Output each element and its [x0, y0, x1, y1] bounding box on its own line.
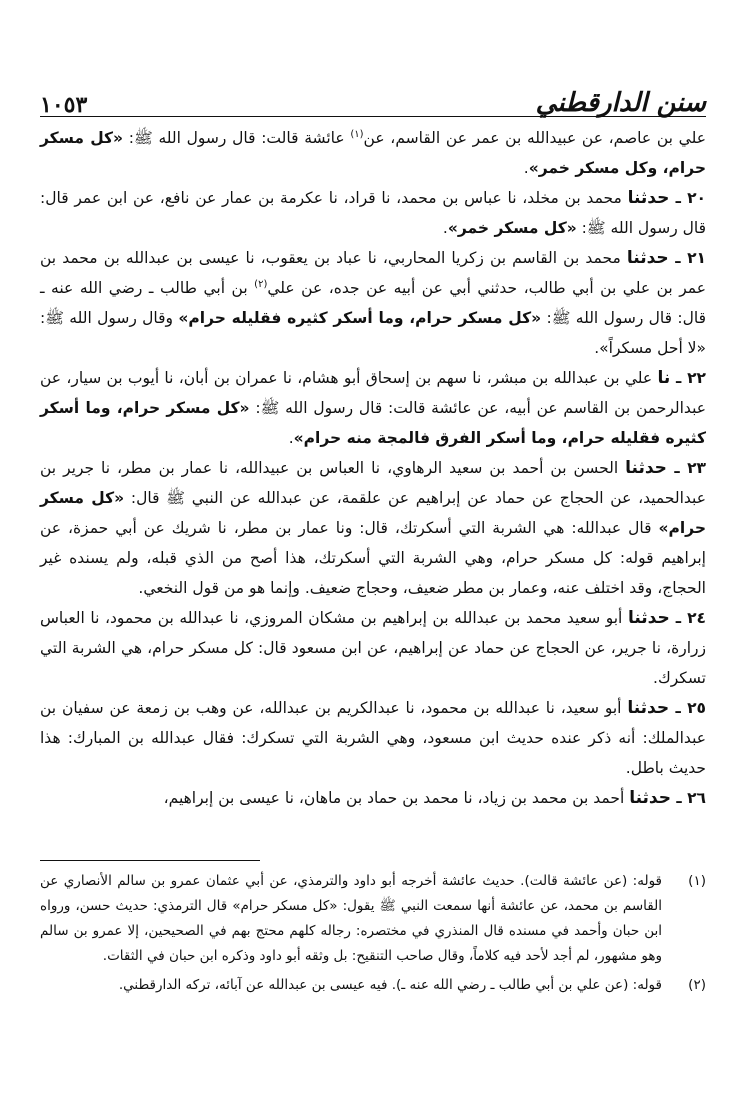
- prophetic-quote: «كل مسكر حرام»: [40, 489, 706, 537]
- page-number: ١٠٥٣: [40, 92, 88, 118]
- paragraph-text-continued: بن أبي طالب ـ رضي الله عنه ـ قال: قال رسول الله ﷺ:: [40, 279, 706, 327]
- narration-keyword: حدثنا: [627, 188, 670, 208]
- running-header: [40, 72, 706, 117]
- footnotes-section: [40, 838, 706, 998]
- hadith-paragraph: [40, 183, 706, 243]
- hadith-paragraph: [40, 603, 706, 693]
- main-text: [40, 123, 706, 813]
- hadith-number: ٢٤ ـ: [669, 609, 706, 627]
- prophetic-quote: «كل مسكر حرام، وما أسكر كثيره فقليله حرام»: [178, 309, 542, 327]
- paragraph-text: محمد بن مخلد، نا عباس بن محمد، نا قراد، نا عكرمة بن عمار عن نافع، عن ابن عمر قال: قال رسول الله ﷺ:: [40, 189, 706, 237]
- footnote-text: قوله: (عن علي بن أبي طالب ـ رضي الله عنه ـ). فيه عيسى بن عبدالله عن آبائه، تركه الدارقطني.: [118, 977, 662, 993]
- hadith-number: ٢٥ ـ: [669, 699, 707, 717]
- footnote-text: قوله: (عن عائشة قالت). حديث عائشة أخرجه أبو داود والترمذي، عن أبي عثمان عمرو بن سالم الأنصاري عن القاسم بن محمد، عن عائشة أنها سمعت النبي ﷺ يقول: «كل مسكر حرام» قال الترمذي: حديث حسن، ورواه ابن حبان وأحمد في مسنده قال المنذري في مختصره: رجاله كلهم محتج بهم في الصحيحين، إلا عمرو بن سالم وهو مشهور، لم أجد لأحد فيه كلاماً، وقال صاحب التنقيح: بل وثقه أبو داود وذكره ابن حبان في الثقات.: [40, 873, 662, 964]
- paragraph-text: علي بن عاصم، عن عبيدالله بن عمر عن القاسم، عن: [363, 129, 706, 147]
- narration-keyword: حدثنا: [625, 458, 667, 478]
- hadith-paragraph: [40, 693, 706, 783]
- hadith-number: ٢٢ ـ: [670, 369, 706, 387]
- footnote-divider: [40, 860, 260, 861]
- footnote-marker: (٢): [254, 278, 268, 290]
- hadith-number: ٢٠ ـ: [669, 189, 706, 207]
- footnote-number: (٢): [688, 977, 706, 993]
- prophetic-quote: «كل مسكر حرام، وكل مسكر خمر»: [40, 129, 706, 177]
- paragraph-tail: .: [442, 219, 448, 237]
- hadith-number: ٢٣ ـ: [666, 459, 706, 477]
- hadith-paragraph: [40, 453, 706, 603]
- paragraph-text: أبو سعيد، نا عبدالله بن محمود، نا عبدالكريم بن عبدالله، عن وهب بن زمعة عن سفيان بن عبدالملك: أنه ذكر عنده حديث ابن مسعود، وهي الشربة التي تسكرك: فقال عبدالله بن المبارك: هذا حديث باطل.: [40, 699, 706, 777]
- hadith-number: ٢١ ـ: [668, 249, 706, 267]
- prophetic-quote: «كل مسكر حرام، وما أسكر كثيره فقليله حرام، وما أسكر الفرق فالمجة منه حرام»: [40, 399, 706, 447]
- narration-keyword: حدثنا: [627, 608, 670, 628]
- hadith-paragraph: [40, 243, 706, 363]
- paragraph-tail: قال عبدالله: هي الشربة التي أسكرتك، قال: ونا عمار بن مطر، نا شريك عن أبي حمزة، عن إبراهيم قوله: كل مسكر حرام، وهي الشربة التي أسكرتك، هذا أصح من الذي قبله، ولم يسنده غير الحجاج، وقد اختلف عنه، وعمار بن مطر ضعيف، وحجاج ضعيف. وإنما هو من قول النخعي.: [40, 519, 706, 597]
- hadith-paragraph: [40, 123, 706, 183]
- hadith-paragraph: [40, 363, 706, 453]
- narration-keyword: حدثنا: [629, 788, 671, 808]
- paragraph-tail: .: [288, 429, 294, 447]
- paragraph-tail: وقال رسول الله ﷺ: «لا أحل مسكراً».: [40, 309, 706, 357]
- paragraph-text: علي بن عبدالله بن مبشر، نا سهم بن إسحاق أبو هشام، نا عمران بن أبان، نا أيوب بن سيار، عن عبدالرحمن بن القاسم عن أبيه، عن عائشة قالت: قال رسول الله ﷺ:: [40, 369, 706, 417]
- paragraph-text: أحمد بن محمد بن زياد، نا محمد بن حماد بن ماهان، نا عيسى بن إبراهيم،: [163, 789, 630, 807]
- book-title: سنن الدارقطني: [535, 88, 706, 118]
- footnote: [40, 973, 706, 998]
- footnote: [40, 869, 706, 969]
- narration-keyword: حدثنا: [626, 248, 669, 268]
- paragraph-tail: .: [523, 159, 529, 177]
- document-page: [40, 72, 706, 1090]
- paragraph-text: الحسن بن أحمد بن سعيد الرهاوي، نا العباس بن عبيدالله، نا عمار بن مطر، نا جرير بن عبدالحميد، عن الحجاج عن حماد عن إبراهيم عن علقمة، عن عبدالله عن النبي ﷺ قال:: [40, 459, 706, 507]
- footnote-number: (١): [688, 873, 706, 889]
- paragraph-text: محمد بن القاسم بن زكريا المحاربي، نا عباد بن يعقوب، نا عيسى بن عبدالله بن محمد بن عمر بن علي بن أبي طالب، حدثني أبي عن أبيه عن جده، عن علي: [40, 249, 706, 297]
- paragraph-text: أبو سعيد محمد بن عبدالله بن إبراهيم بن مشكان المروزي، نا عبدالله بن محمود، نا العباس زرارة، نا جرير، عن الحجاج عن حماد عن إبراهيم، عن ابن مسعود قال: كل مسكر حرام، هي الشربة التي تسكرك.: [40, 609, 706, 687]
- hadith-paragraph: [40, 783, 706, 813]
- hadith-number: ٢٦ ـ: [670, 789, 706, 807]
- footnote-marker: (١): [350, 128, 364, 140]
- narration-keyword: حدثنا: [627, 698, 670, 718]
- prophetic-quote: «كل مسكر خمر»: [447, 219, 577, 237]
- paragraph-text-continued: عائشة قالت: قال رسول الله ﷺ:: [123, 129, 351, 147]
- narration-keyword: نا: [657, 368, 671, 388]
